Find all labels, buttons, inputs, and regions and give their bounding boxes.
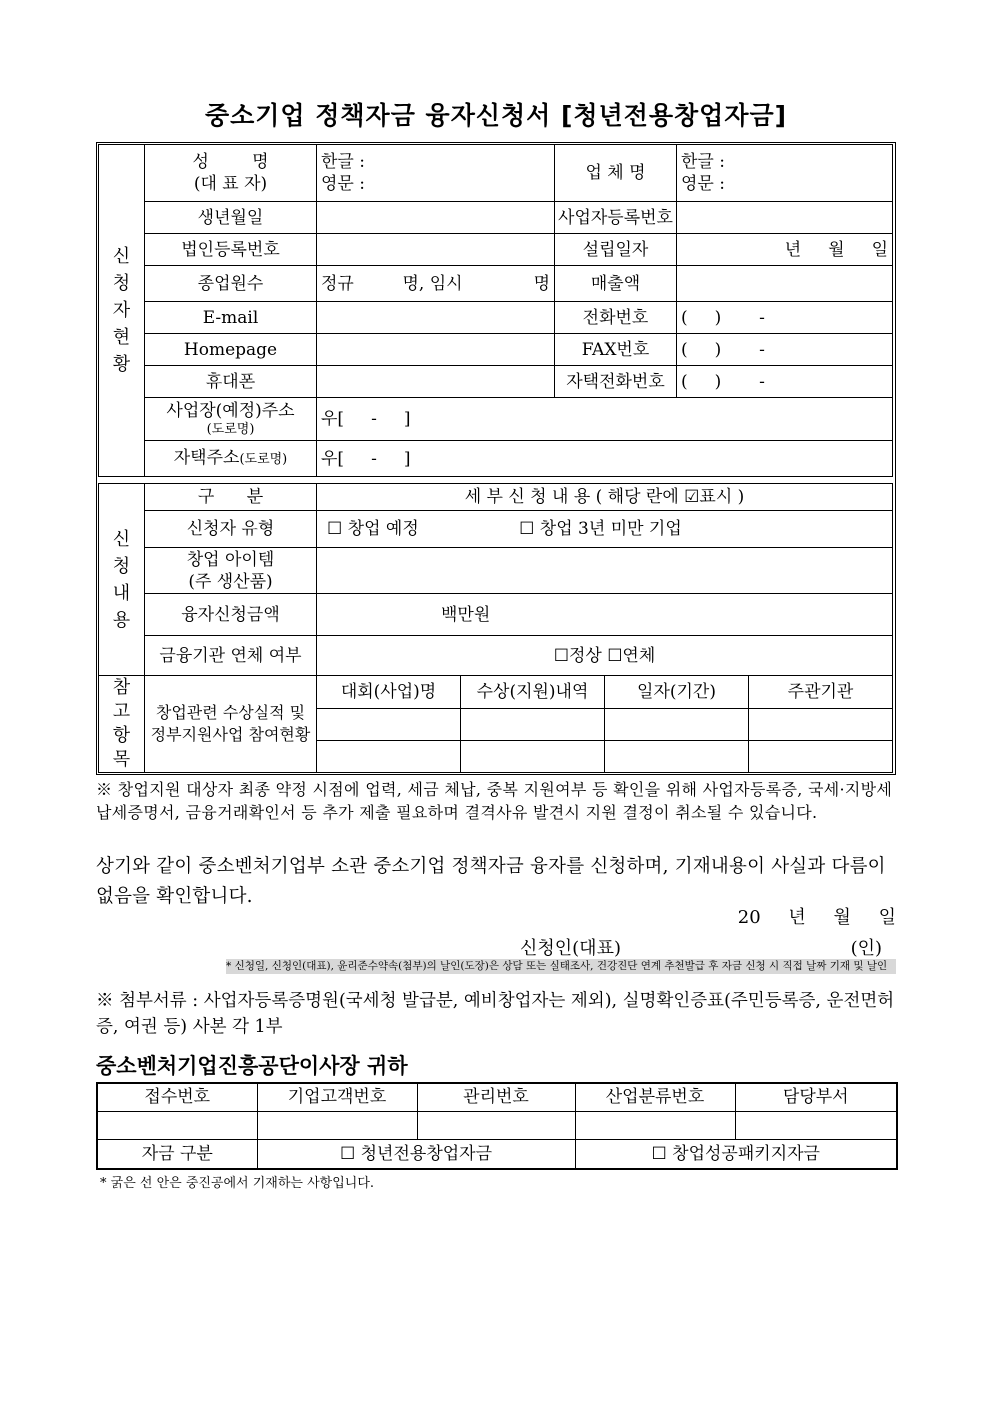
mobile-field[interactable]: [317, 366, 555, 398]
table-cell[interactable]: [417, 1111, 575, 1139]
homepage-label: Homepage: [145, 334, 317, 366]
applicant-info-table: [98, 144, 893, 477]
column-header: 일자(기간): [605, 676, 749, 709]
column-header: 기업고객번호: [257, 1083, 417, 1111]
startup-item-label: 창업 아이템 (주 생산품): [145, 548, 317, 594]
fund-option-package-checkbox[interactable]: ☐ 창업성공패키지자금: [575, 1139, 897, 1169]
footnote: * 굵은 선 안은 중진공에서 기재하는 사항입니다.: [100, 1176, 375, 1191]
employees-label: 종업원수: [145, 266, 317, 302]
home-phone-field[interactable]: ( ) -: [677, 366, 893, 398]
verification-notice: ※ 창업지원 대상자 최종 약정 시점에 업력, 세금 체납, 중복 지원여부 등 확인을 위해 사업자등록증, 국세·지방세 납세증명서, 금융거래확인서 등 추가 제출 필요하며 결격사유 발견시 지원 결정이 취소될 수 있습니다.: [96, 780, 893, 822]
business-address-field[interactable]: 우[ - ]: [317, 398, 893, 441]
table-cell[interactable]: [257, 1111, 417, 1139]
table-cell[interactable]: [749, 741, 893, 773]
seal-label: (인): [850, 938, 882, 959]
table-cell[interactable]: [317, 709, 461, 741]
sales-field[interactable]: [677, 266, 893, 302]
signature-note: * 신청일, 신청인(대표), 윤리준수약속(첨부)의 날인(도장)은 상담 또는 실태조사, 건강진단 연계 추천발급 후 자금 신청 시 직접 날짜 기재 및 날인: [226, 959, 896, 974]
column-header: 산업분류번호: [575, 1083, 735, 1111]
table-cell[interactable]: [575, 1111, 735, 1139]
representative-name-field[interactable]: 한글 : 영문 :: [317, 145, 555, 202]
detail-header: 세 부 신 청 내 용 ( 해당 란에 ☑표시 ): [317, 484, 893, 511]
column-header: 주관기관: [749, 676, 893, 709]
mobile-label: 휴대폰: [145, 366, 317, 398]
representative-name-label: 성 명 (대 표 자): [145, 145, 317, 202]
date-line[interactable]: 20 년 월 일: [737, 907, 896, 928]
sales-label: 매출액: [555, 266, 677, 302]
email-label: E-mail: [145, 302, 317, 334]
applicant-label: 신청인(대표): [520, 938, 621, 959]
birthdate-label: 생년월일: [145, 202, 317, 234]
reference-table: [98, 675, 893, 773]
home-address-field[interactable]: 우[ - ]: [317, 441, 893, 477]
option-startup-planned-checkbox[interactable]: ☐ 창업 예정: [327, 519, 419, 539]
employees-field[interactable]: 정규 명, 임시 명: [317, 266, 555, 302]
attachments-text: ※ 첨부서류 : 사업자등록증명원(국세청 발급분, 예비창업자는 제외), 실명확인증표(주민등록증, 운전면허증, 여권 등) 사본 각 1부: [96, 991, 895, 1037]
declaration-text: 상기와 같이 중소벤처기업부 소관 중소기업 정책자금 융자를 신청하며, 기재내용이 사실과 다름이 없음을 확인합니다.: [96, 856, 886, 907]
table-cell[interactable]: [605, 741, 749, 773]
business-registration-label: 사업자등록번호: [555, 202, 677, 234]
fax-field[interactable]: ( ) -: [677, 334, 893, 366]
section-applicant-status-label: 신 청 자 현 황: [99, 145, 145, 477]
birthdate-field[interactable]: [317, 202, 555, 234]
applicant-type-options: [317, 511, 893, 548]
applicant-signature-line: [520, 934, 896, 960]
section-reference-label: 참 고 항 목: [99, 676, 145, 773]
table-cell[interactable]: [749, 709, 893, 741]
table-cell[interactable]: [317, 741, 461, 773]
fund-option-youth-checkbox[interactable]: ☐ 청년전용창업자금: [257, 1139, 575, 1169]
column-header: 대회(사업)명: [317, 676, 461, 709]
page-title: 중소기업 정책자금 융자신청서 [청년전용창업자금]: [204, 101, 788, 130]
option-under-3-years-checkbox[interactable]: ☐ 창업 3년 미만 기업: [519, 519, 682, 539]
phone-field[interactable]: ( ) -: [677, 302, 893, 334]
awards-participation-label: 창업관련 수상실적 및 정부지원사업 참여현황: [145, 676, 317, 773]
company-name-label: 업 체 명: [555, 145, 677, 202]
column-header: 담당부서: [735, 1083, 897, 1111]
loan-amount-field[interactable]: 백만원: [317, 594, 893, 636]
homepage-field[interactable]: [317, 334, 555, 366]
column-header: 관리번호: [417, 1083, 575, 1111]
application-details-table: [98, 483, 893, 676]
addressee: 중소벤처기업진흥공단이사장 귀하: [96, 1054, 408, 1078]
founding-date-field[interactable]: 년 월 일: [677, 234, 893, 266]
column-header: 접수번호: [97, 1083, 257, 1111]
phone-label: 전화번호: [555, 302, 677, 334]
table-cell[interactable]: [735, 1111, 897, 1139]
table-cell[interactable]: [97, 1111, 257, 1139]
business-address-label: 사업장(예정)주소 (도로명): [145, 398, 317, 441]
fax-label: FAX번호: [555, 334, 677, 366]
application-form: [96, 142, 896, 775]
startup-item-field[interactable]: [317, 548, 893, 594]
loan-amount-label: 융자신청금액: [145, 594, 317, 636]
table-cell[interactable]: [461, 741, 605, 773]
delinquency-label: 금융기관 연체 여부: [145, 636, 317, 676]
category-header: 구 분: [145, 484, 317, 511]
home-address-label: 자택주소(도로명): [145, 441, 317, 477]
founding-date-label: 설립일자: [555, 234, 677, 266]
company-name-field[interactable]: 한글 : 영문 :: [677, 145, 893, 202]
delinquency-options[interactable]: ☐정상 ☐연체: [317, 636, 893, 676]
applicant-type-label: 신청자 유형: [145, 511, 317, 548]
section-application-details-label: 신 청 내 용: [99, 484, 145, 676]
corporate-registration-label: 법인등록번호: [145, 234, 317, 266]
column-header: 수상(지원)내역: [461, 676, 605, 709]
corporate-registration-field[interactable]: [317, 234, 555, 266]
fund-type-label: 자금 구분: [97, 1139, 257, 1169]
table-cell[interactable]: [461, 709, 605, 741]
email-field[interactable]: [317, 302, 555, 334]
home-phone-label: 자택전화번호: [555, 366, 677, 398]
business-registration-field[interactable]: [677, 202, 893, 234]
office-use-table: [96, 1082, 898, 1170]
table-cell[interactable]: [605, 709, 749, 741]
